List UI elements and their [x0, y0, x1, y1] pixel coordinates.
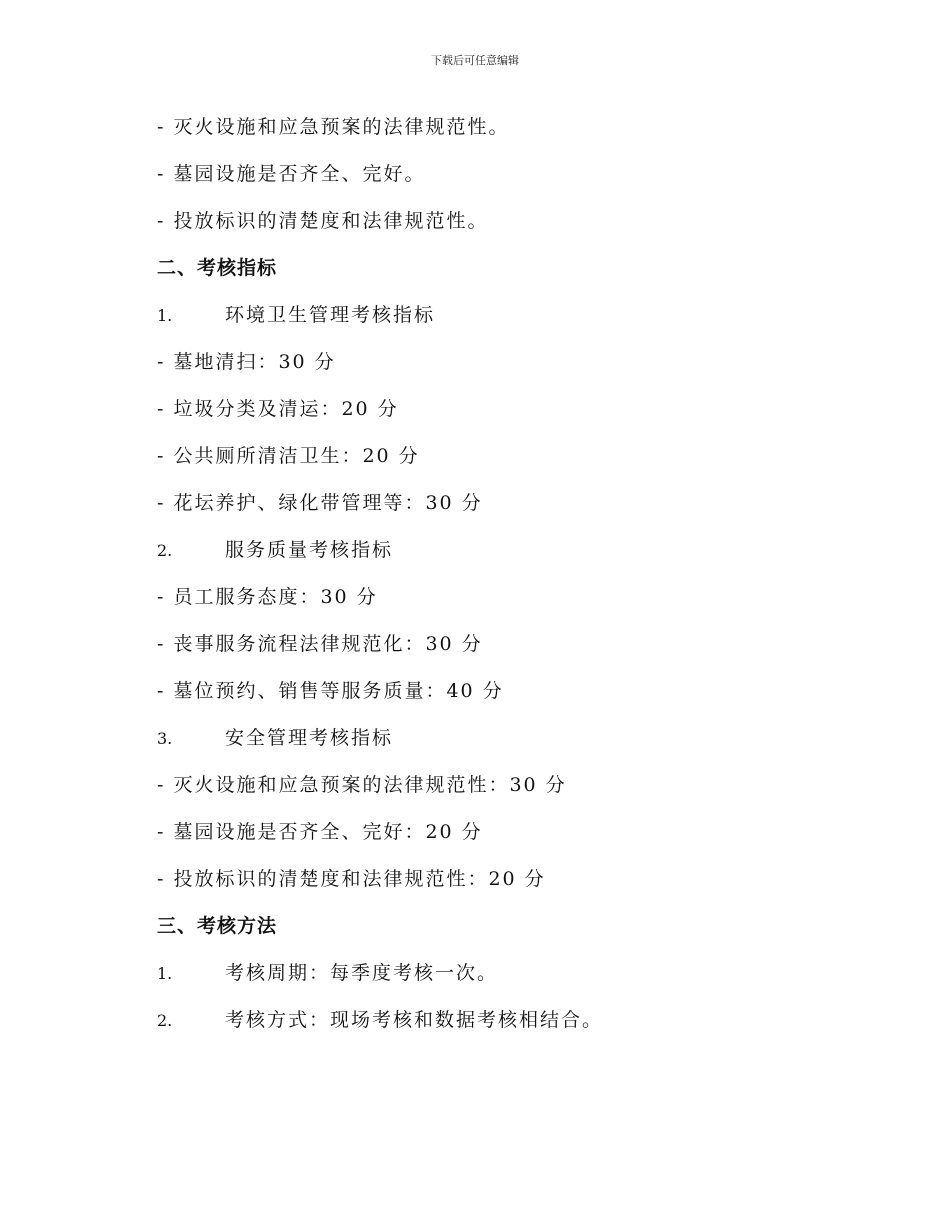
item-number: 1. [157, 306, 173, 325]
bullet-item: - 公共厕所清洁卫生：20 分 [157, 445, 420, 467]
bullet-item: - 员工服务态度：30 分 [157, 586, 378, 608]
item-text: 服务质量考核指标 [225, 539, 394, 561]
item-number: 2. [157, 541, 173, 560]
bullet-item: - 灭火设施和应急预案的法律规范性：30 分 [157, 774, 567, 796]
bullet-item: - 墓园设施是否齐全、完好：20 分 [157, 821, 483, 843]
page-header: 下载后可任意编辑 [431, 54, 519, 67]
bullet-item: - 墓园设施是否齐全、完好。 [157, 163, 426, 185]
item-text: 环境卫生管理考核指标 [225, 304, 436, 326]
bullet-item: - 灭火设施和应急预案的法律规范性。 [157, 116, 510, 138]
numbered-item [157, 531, 837, 578]
section-heading-methods: 三、考核方法 [157, 915, 278, 937]
bullet-item: - 花坛养护、绿化带管理等：30 分 [157, 492, 483, 514]
item-number: 3. [157, 729, 173, 748]
item-text: 安全管理考核指标 [225, 727, 394, 749]
numbered-item [157, 954, 837, 1001]
item-text: 考核方式：现场考核和数据考核相结合。 [225, 1009, 604, 1031]
numbered-item [157, 296, 837, 343]
item-number: 1. [157, 964, 173, 983]
bullet-item: - 投放标识的清楚度和法律规范性。 [157, 210, 489, 232]
section-heading-indicators: 二、考核指标 [157, 257, 278, 279]
item-text: 考核周期：每季度考核一次。 [225, 962, 499, 984]
bullet-item: - 垃圾分类及清运：20 分 [157, 398, 399, 420]
bullet-item: - 投放标识的清楚度和法律规范性：20 分 [157, 868, 546, 890]
numbered-item [157, 1001, 837, 1048]
bullet-item: - 丧事服务流程法律规范化：30 分 [157, 633, 483, 655]
item-number: 2. [157, 1011, 173, 1030]
document-body [157, 108, 837, 1048]
bullet-item: - 墓位预约、销售等服务质量：40 分 [157, 680, 504, 702]
bullet-item: - 墓地清扫：30 分 [157, 351, 336, 373]
numbered-item [157, 719, 837, 766]
